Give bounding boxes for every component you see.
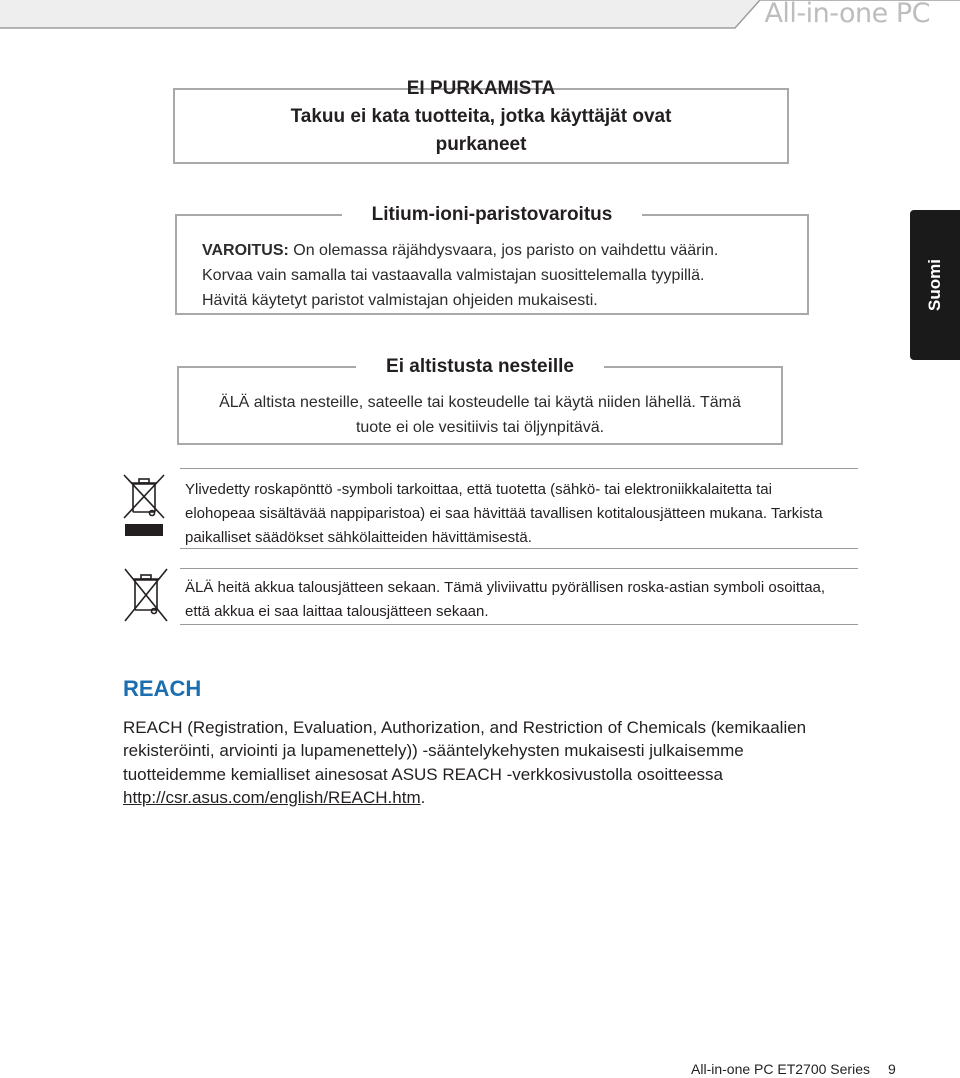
- box2-line2: Korvaa vain samalla tai vastaavalla valmistajan suosittelemalla tyypillä.: [202, 267, 705, 284]
- reach-line1: REACH (Registration, Evaluation, Authorization, and Restriction of Chemicals (kemikaalien: [123, 718, 807, 737]
- divider: [180, 568, 858, 569]
- liquid-warning-box: [177, 356, 783, 445]
- reach-link[interactable]: http://csr.asus.com/english/REACH.htm: [123, 787, 421, 807]
- weee-line3: paikalliset säädökset sähkölaitteiden hävittämisestä.: [185, 529, 532, 546]
- header-title: All-in-one PC: [764, 0, 930, 29]
- box1-line2: Takuu ei kata tuotteita, jotka käyttäjät ovat: [290, 106, 672, 127]
- reach-paragraph: REACH (Registration, Evaluation, Authorization, and Restriction of Chemicals (kemikaalien rekisteröinti, arviointi ja lupamenettely)) -sääntelykehysten mukaisesti julkaisemme tuotteidemme kemialliset ainesosat ASUS REACH -verkkosivustolla osoitteessa http://csr.asus.com/english/REACH.htm.: [123, 716, 843, 809]
- box1-line1: EI PURKAMISTA: [406, 78, 556, 99]
- crossed-bin-icon: [122, 566, 170, 624]
- divider: [180, 624, 858, 625]
- language-tab-label: Suomi: [925, 259, 944, 311]
- weee-line2: elohopeaa sisältävää nappiparistoa) ei saa hävittää tavallisen kotitalousjätteen mukana. Tarkista: [185, 505, 823, 522]
- language-tab: [910, 210, 960, 360]
- footer-text: All-in-one PC ET2700 Series: [691, 1061, 870, 1077]
- box2-title: Litium-ioni-paristovaroitus: [342, 204, 643, 225]
- divider: [180, 548, 858, 549]
- battery-warning-box: [175, 204, 809, 315]
- box1-line3: purkaneet: [435, 134, 527, 155]
- reach-line2: rekisteröinti, arviointi ja lupamenettely)) -sääntelykehysten mukaisesti julkaisemme: [123, 741, 744, 761]
- box2-line3: Hävitä käytetyt paristot valmistajan ohjeiden mukaisesti.: [202, 292, 598, 309]
- footer: [691, 1061, 870, 1077]
- reach-line3: tuotteidemme kemialliset ainesosat ASUS REACH -verkkosivustolla osoitteessa: [123, 764, 723, 784]
- battery-line2: että akkua ei saa laittaa talousjätteen sekaan.: [185, 603, 489, 620]
- crossed-bin-with-bar-icon: [122, 472, 166, 542]
- weee-line1: Ylivedetty roskapönttö -symboli tarkoittaa, että tuotetta (sähkö- tai elektroniikkalaitetta tai: [185, 481, 772, 498]
- box3-line1: ÄLÄ altista nesteille, sateelle tai kosteudelle tai käytä niiden lähellä. Tämä: [219, 394, 741, 411]
- box2-line1: VAROITUS: On olemassa räjähdysvaara, jos paristo on vaihdettu väärin.: [202, 242, 719, 259]
- battery-line1: ÄLÄ heitä akkua talousjätteen sekaan. Tämä yliviivattu pyörällisen roska-astian symboli osoittaa,: [185, 579, 826, 596]
- page-number-visible: 9: [888, 1061, 896, 1077]
- battery-text: [185, 576, 885, 624]
- weee-text: [185, 478, 885, 550]
- disassembly-warning-box: [173, 78, 789, 164]
- reach-heading: REACH: [123, 676, 202, 701]
- box2-bold-prefix: VAROITUS:: [202, 242, 289, 259]
- box3-title: Ei altistusta nesteille: [356, 356, 604, 377]
- divider: [180, 468, 858, 469]
- box3-line2: tuote ei ole vesitiivis tai öljynpitävä.: [355, 419, 605, 436]
